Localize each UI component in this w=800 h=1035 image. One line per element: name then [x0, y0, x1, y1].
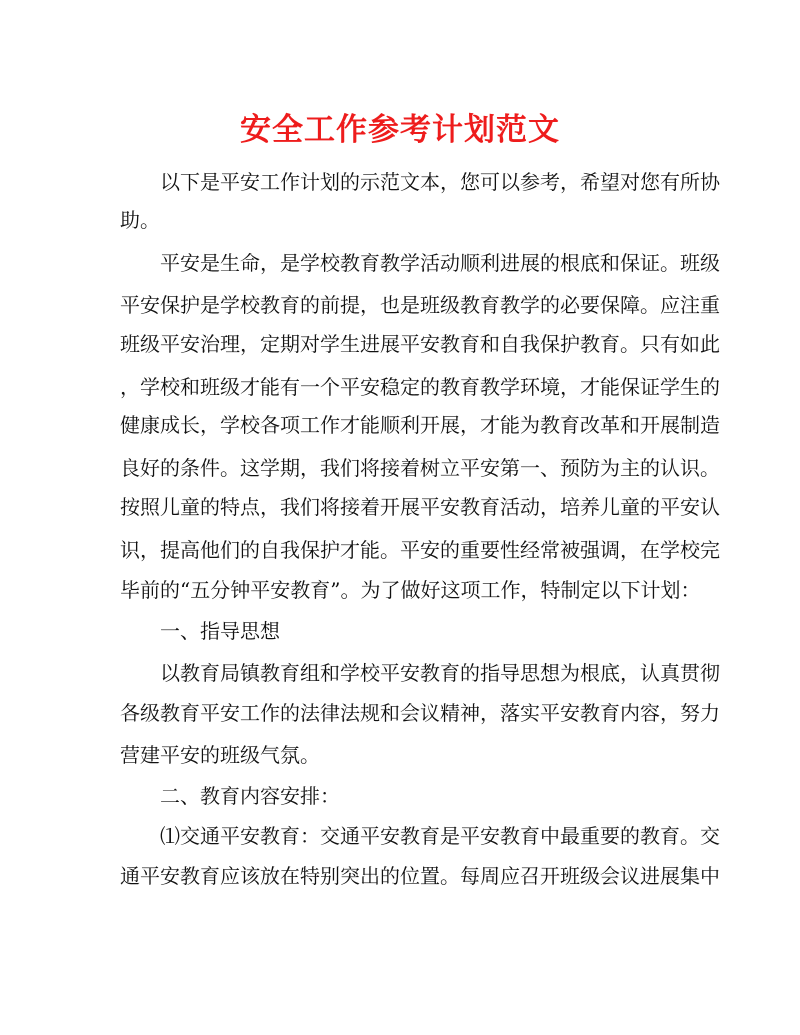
text-line: 平安是生命，是学校教育教学活动顺利进展的根底和保证。班级: [160, 251, 720, 275]
text-line: 各级教育平安工作的法律法规和会议精神，落实平安教育内容，努力: [120, 701, 720, 725]
document-title: 安全工作参考计划范文: [240, 112, 560, 148]
text-line: 按照儿童的特点，我们将接着开展平安教育活动，培养儿童的平安认: [120, 495, 720, 519]
text-line: 以下是平安工作计划的示范文本，您可以参考，希望对您有所协: [160, 170, 720, 194]
text-line: 营建平安的班级气氛。: [120, 743, 320, 767]
text-line: 助。: [120, 208, 160, 232]
text-line: 良好的条件。这学期，我们将接着树立平安第一、预防为主的认识。: [120, 456, 720, 480]
text-line: 通平安教育应该放在特别突出的位置。每周应召开班级会议进展集中: [120, 864, 720, 888]
text-line: 毕前的“五分钟平安教育”。为了做好这项工作，特制定以下计划：: [120, 578, 701, 602]
section-heading: 一、指导思想: [160, 619, 280, 643]
text-line: 平安保护是学校教育的前提，也是班级教育教学的必要保障。应注重: [120, 293, 720, 317]
text-line: ⑴交通平安教育：交通平安教育是平安教育中最重要的教育。交: [160, 824, 720, 848]
section-heading: 二、教育内容安排：: [160, 784, 340, 808]
text-line: 以教育局镇教育组和学校平安教育的指导思想为根底，认真贯彻: [160, 661, 720, 685]
text-line: 健康成长，学校各项工作才能顺利开展，才能为教育改革和开展制造: [120, 413, 720, 437]
text-line: 识，提高他们的自我保护才能。平安的重要性经常被强调，在学校完: [120, 538, 720, 562]
text-line: ，学校和班级才能有一个平安稳定的教育教学环境，才能保证学生的: [120, 375, 720, 399]
text-line: 班级平安治理，定期对学生进展平安教育和自我保护教育。只有如此: [120, 332, 720, 356]
